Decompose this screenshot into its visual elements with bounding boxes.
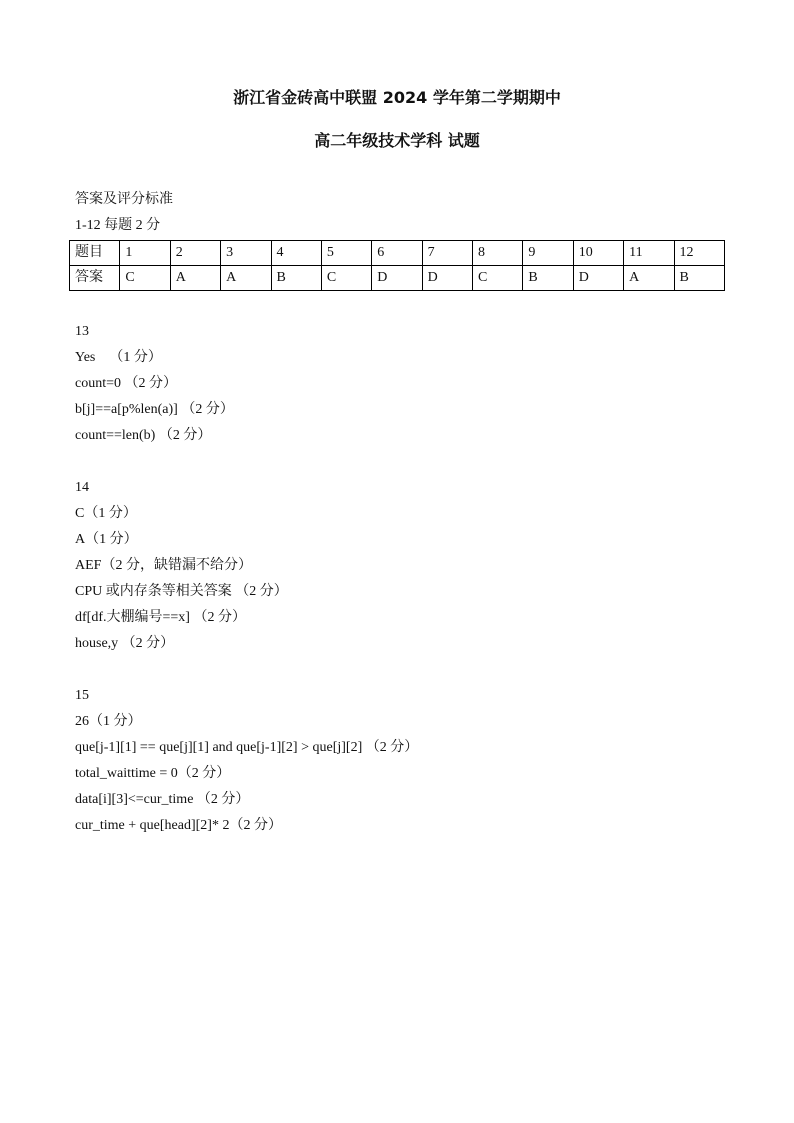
answer-line: df[df.大棚编号==x] （2 分）: [75, 610, 246, 625]
section-number: 15: [75, 688, 89, 703]
answer-cell: C: [321, 266, 371, 291]
answer-cell: A: [624, 266, 674, 291]
free-response-answers: [75, 319, 755, 865]
question-number: 11: [624, 241, 674, 266]
answer-line: Yes （1 分）: [75, 350, 162, 365]
question-number-row: [70, 241, 725, 266]
answer-line: total_waittime = 0（2 分）: [75, 766, 231, 781]
section-15: [75, 683, 755, 839]
answer-line: C（1 分）: [75, 506, 137, 521]
answer-line: cur_time + que[head][2]* 2（2 分）: [75, 818, 282, 833]
answer-cell: B: [271, 266, 321, 291]
answer-cell: D: [372, 266, 422, 291]
answer-cell: A: [221, 266, 271, 291]
answer-row: [70, 266, 725, 291]
answer-line: AEF（2 分，缺错漏不给分）: [75, 558, 252, 573]
question-number: 2: [170, 241, 220, 266]
question-number: 10: [573, 241, 623, 266]
answer-cell: C: [120, 266, 170, 291]
answer-line: 26（1 分）: [75, 714, 142, 729]
answer-line: data[i][3]<=cur_time （2 分）: [75, 792, 250, 807]
question-number: 6: [372, 241, 422, 266]
answer-line: A（1 分）: [75, 532, 138, 547]
answer-cell: C: [473, 266, 523, 291]
row-label-questions: 题目: [70, 241, 120, 266]
question-number: 7: [422, 241, 472, 266]
question-number: 12: [674, 241, 725, 266]
exam-title: 浙江省金砖高中联盟 2024 学年第二学期期中: [233, 88, 561, 107]
question-number: 1: [120, 241, 170, 266]
question-number: 5: [321, 241, 371, 266]
answer-cell: B: [674, 266, 725, 291]
section-14: [75, 475, 755, 657]
answer-line: b[j]==a[p%len(a)] （2 分）: [75, 402, 234, 417]
answer-line: count=0 （2 分）: [75, 376, 177, 391]
section-number: 13: [75, 324, 89, 339]
question-number: 8: [473, 241, 523, 266]
scoring-note: 1-12 每题 2 分: [75, 218, 161, 233]
answer-key-heading: 答案及评分标准: [75, 192, 173, 207]
multiple-choice-answer-table: [69, 240, 725, 291]
section-number: 14: [75, 480, 89, 495]
answer-cell: D: [573, 266, 623, 291]
question-number: 4: [271, 241, 321, 266]
row-label-answers: 答案: [70, 266, 120, 291]
answer-cell: D: [422, 266, 472, 291]
answer-line: CPU 或内存条等相关答案 （2 分）: [75, 584, 288, 599]
section-13: [75, 319, 755, 449]
answer-line: que[j-1][1] == que[j][1] and que[j-1][2] > que[j][2] （2 分）: [75, 740, 419, 755]
exam-subtitle: 高二年级技术学科 试题: [314, 131, 480, 150]
question-number: 3: [221, 241, 271, 266]
question-number: 9: [523, 241, 573, 266]
answer-cell: B: [523, 266, 573, 291]
intro-block: [75, 187, 173, 239]
answer-line: count==len(b) （2 分）: [75, 428, 212, 443]
answer-line: house,y （2 分）: [75, 636, 175, 651]
answer-cell: A: [170, 266, 220, 291]
